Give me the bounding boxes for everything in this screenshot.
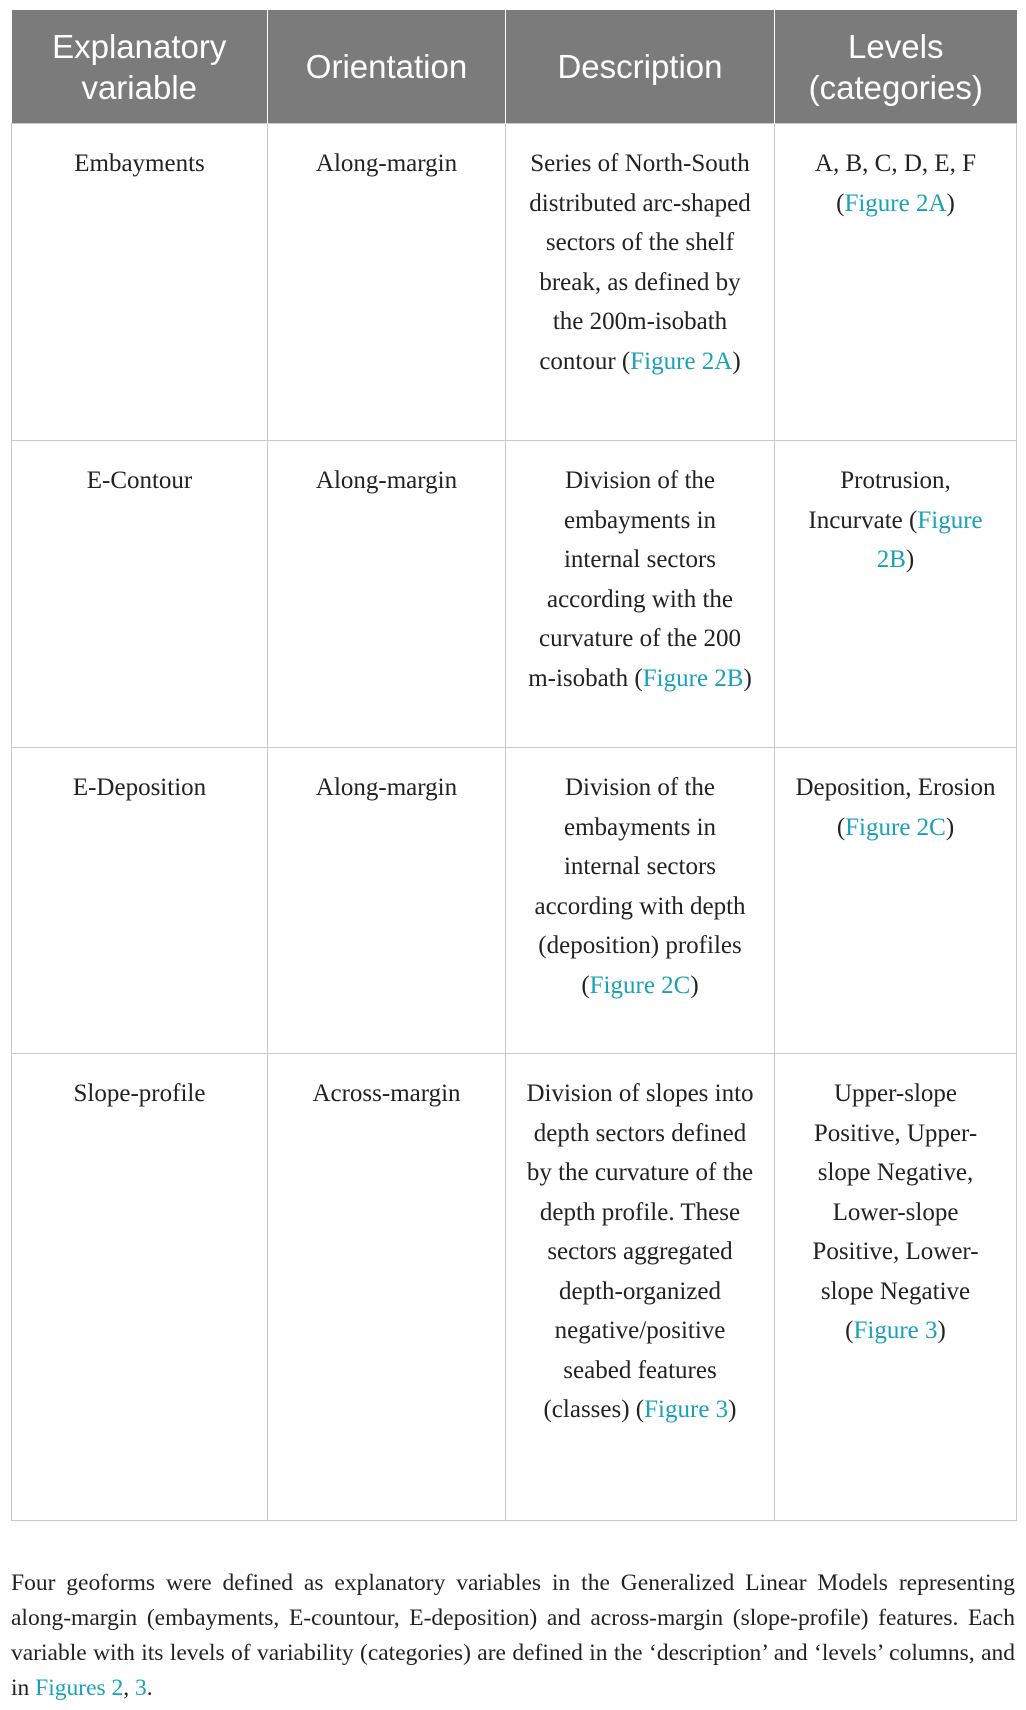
header-explanatory-variable: Explanatory variable xyxy=(12,10,268,124)
levels-text: Deposition, Erosion ( xyxy=(795,774,996,841)
figure-link[interactable]: Figure 2B xyxy=(876,506,983,573)
description-text: Division of the embayments in internal sectors according with the curvature of the 200 m-isobath ( xyxy=(528,467,741,692)
table-row xyxy=(12,441,1017,748)
table-row xyxy=(12,1054,1017,1521)
levels-tail: ) xyxy=(937,1317,946,1344)
figure-link[interactable]: Figure 2B xyxy=(642,664,744,692)
description-tail: ) xyxy=(728,1396,737,1423)
geoforms-table-container xyxy=(11,10,1016,1521)
cell-variable: E-Contour xyxy=(12,441,268,748)
figure-link[interactable]: Figure 2A xyxy=(844,189,947,217)
cell-levels xyxy=(775,441,1017,748)
description-text: Division of the embayments in internal sectors according with depth (deposition) profiles ( xyxy=(534,774,746,999)
cell-levels xyxy=(775,124,1017,441)
levels-tail: ) xyxy=(946,189,955,217)
levels-tail: ) xyxy=(945,813,955,841)
description-text: Series of North-South distributed arc-shaped sectors of the shelf break, as defined by the 200m-isobath contour ( xyxy=(529,150,751,375)
cell-description xyxy=(506,1054,775,1521)
figure-link[interactable]: Figure 3 xyxy=(853,1317,938,1344)
table-header-row xyxy=(12,10,1017,124)
cell-description xyxy=(506,748,775,1054)
figure-link[interactable]: Figure 2A xyxy=(630,347,733,375)
header-orientation: Orientation xyxy=(268,10,506,124)
levels-text: Upper-slope Positive, Upper-slope Negative, Lower-slope Positive, Lower-slope Negative ( xyxy=(812,1080,979,1344)
cell-variable: E-Deposition xyxy=(12,748,268,1054)
footnote-end: . xyxy=(146,1675,153,1701)
cell-orientation: Along-margin xyxy=(268,748,506,1054)
figure-link[interactable]: Figure 3 xyxy=(644,1396,729,1423)
cell-description xyxy=(506,441,775,748)
cell-variable: Embayments xyxy=(12,124,268,441)
footnote-link-figures-2[interactable]: Figures 2 xyxy=(35,1675,124,1701)
cell-levels xyxy=(775,748,1017,1054)
table-footnote xyxy=(11,1566,1015,1706)
cell-variable: Slope-profile xyxy=(12,1054,268,1521)
description-tail: ) xyxy=(732,347,741,375)
table-body xyxy=(12,124,1017,1521)
table-row xyxy=(12,124,1017,441)
cell-levels xyxy=(775,1054,1017,1521)
header-description: Description xyxy=(506,10,775,124)
levels-text: A, B, C, D, E, F ( xyxy=(814,150,977,217)
table-header xyxy=(12,10,1017,124)
footnote-link-figure-3[interactable]: 3 xyxy=(135,1675,147,1701)
header-levels: Levels (categories) xyxy=(775,10,1017,124)
cell-description xyxy=(506,124,775,441)
table-row xyxy=(12,748,1017,1054)
description-tail: ) xyxy=(743,664,752,692)
description-tail: ) xyxy=(690,971,699,999)
footnote-text: Four geoforms were defined as explanatory variables in the Generalized Linear Models representing along-margin (embayments, E-countour, E-deposition) and across-margin (slope-profile) features. Each variable with its levels of variability (categories) are defined in the ‘description’ and ‘levels’ columns, and in xyxy=(11,1570,1015,1701)
figure-link[interactable]: Figure 2C xyxy=(845,813,946,841)
levels-tail: ) xyxy=(905,546,915,573)
description-text: Division of slopes into depth sectors defined by the curvature of the depth profile. These sectors aggregated depth-organized negative/positive seabed features (classes) ( xyxy=(526,1080,754,1423)
footnote-separator: , xyxy=(123,1675,136,1701)
geoforms-table xyxy=(11,10,1017,1521)
figure-link[interactable]: Figure 2C xyxy=(589,971,691,999)
levels-text: Protrusion, Incurvate ( xyxy=(808,467,951,534)
cell-orientation: Along-margin xyxy=(268,441,506,748)
cell-orientation: Across-margin xyxy=(268,1054,506,1521)
cell-orientation: Along-margin xyxy=(268,124,506,441)
